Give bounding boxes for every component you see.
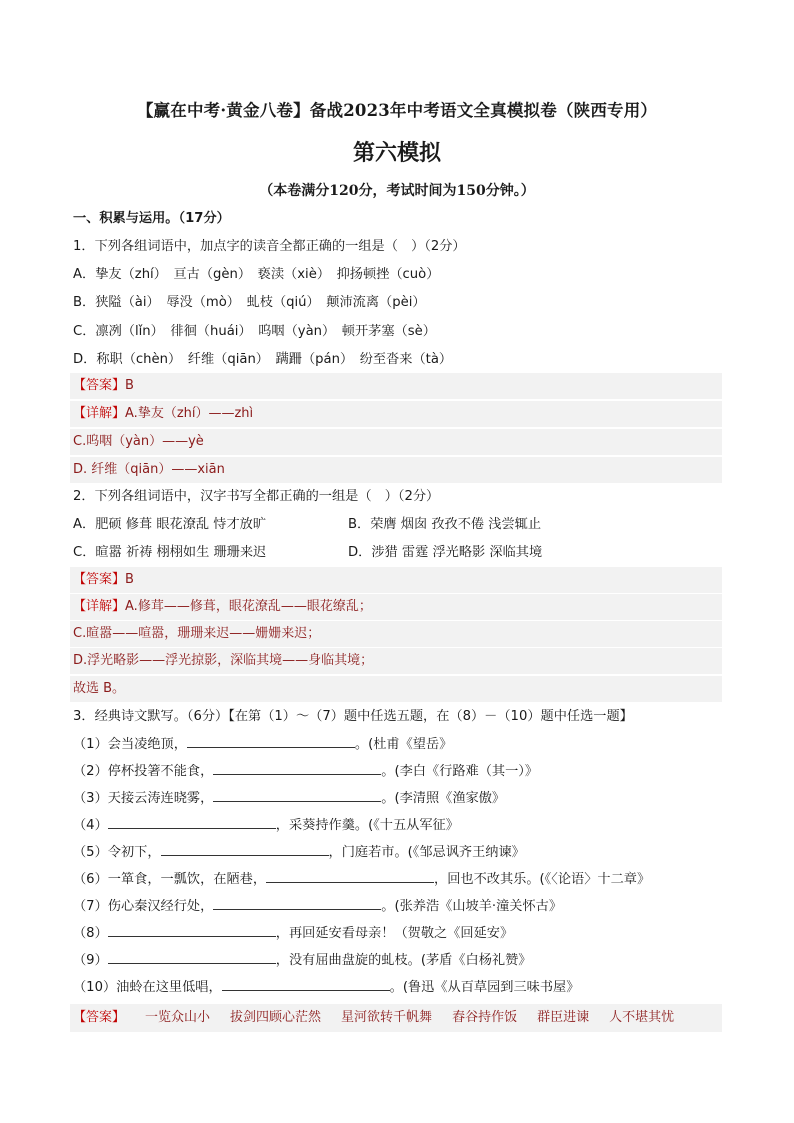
item-prefix: （9） xyxy=(73,953,108,968)
q3-item-3 xyxy=(73,789,505,808)
answer-blank[interactable] xyxy=(213,762,381,775)
q1-option-b: B．狭隘（ài） 辱没（mò） 虬枝（qiú） 颠沛流离（pèi） xyxy=(73,295,426,310)
answer-6: 人不堪其忧 xyxy=(609,1010,675,1025)
q3-item-7 xyxy=(73,897,562,916)
answer-blank[interactable] xyxy=(108,924,276,937)
detail-line: C.暄嚣——喧嚣，珊珊来迟——姗姗来迟； xyxy=(73,626,321,641)
q3-item-2 xyxy=(73,762,538,781)
detail-line: A.修茸——修葺，眼花潦乱——眼花缭乱； xyxy=(125,599,372,614)
q1-option-d: D．称职（chèn） 纤维（qiān） 蹒跚（pán） 纷至沓来（tà） xyxy=(73,352,453,367)
q1-option-a: A．挚友（zhí） 亘古（gèn） 亵渎（xiè） 抑扬顿挫（cuò） xyxy=(73,267,440,282)
item-prefix: （5）令初下， xyxy=(73,845,161,860)
item-source: 。(李清照《渔家傲》 xyxy=(381,791,506,806)
answer-1: 一览众山小 xyxy=(145,1010,211,1025)
q2-option-b: B．荣膺 烟囱 孜孜不倦 浅尝辄止 xyxy=(348,517,542,532)
item-source: 。(鲁迅《从百草园到三味书屋》 xyxy=(389,980,580,995)
answer-tag: 【答案】 xyxy=(73,572,126,587)
answer-blank[interactable] xyxy=(187,735,355,748)
answer-blank[interactable] xyxy=(213,897,381,910)
q2-stem: 2．下列各组词语中，汉字书写全都正确的一组是（ ）（2分） xyxy=(73,489,440,504)
answer-blank[interactable] xyxy=(266,870,434,883)
q2-answer xyxy=(70,567,722,593)
item-prefix: （7）伤心秦汉经行处， xyxy=(73,899,214,914)
answer-2: 拔剑四顾心茫然 xyxy=(230,1010,322,1025)
q2-option-c: C．暄嚣 祈祷 栩栩如生 珊珊来迟 xyxy=(73,545,267,560)
q3-stem: 3．经典诗文默写。（6分）【在第（1）～（7）题中任选五题，在（8）－（10）题中任选一题】 xyxy=(73,709,633,724)
detail-line: A.挚友（zhí）——zhì xyxy=(125,406,254,421)
q2-conclusion xyxy=(70,676,722,702)
q3-answer xyxy=(70,1004,722,1032)
q1-answer xyxy=(70,373,722,399)
item-source: 。(张养浩《山坡羊·潼关怀古》 xyxy=(381,899,563,914)
item-source: ，采葵持作羹。(《十五从军征》 xyxy=(275,818,459,833)
answer-blank[interactable] xyxy=(213,789,381,802)
detail-tag: 【详解】 xyxy=(73,599,126,614)
answer-tag: 【答案】 xyxy=(73,1010,126,1025)
item-prefix: （10）油蛉在这里低唱， xyxy=(73,980,222,995)
item-prefix: （3）天接云涛连晓雾， xyxy=(73,791,214,806)
exam-note: （本卷满分120分，考试时间为150分钟。） xyxy=(259,183,535,199)
item-source: 。(杜甫《望岳》 xyxy=(354,737,453,752)
item-prefix: （1）会当凌绝顶， xyxy=(73,737,187,752)
section-heading: 一、积累与运用。（17分） xyxy=(73,211,230,226)
item-source: ，没有屈曲盘旋的虬枝。(茅盾《白杨礼赞》 xyxy=(275,953,532,968)
q2-detail xyxy=(70,594,722,620)
q3-item-6 xyxy=(73,870,650,889)
q2-detail-c xyxy=(70,621,722,647)
item-prefix: （4） xyxy=(73,818,108,833)
answer-blank[interactable] xyxy=(161,843,329,856)
answer-value: B xyxy=(125,378,134,393)
q1-detail xyxy=(70,401,722,427)
answer-4: 舂谷持作饭 xyxy=(452,1010,518,1025)
q1-detail-c xyxy=(70,429,722,455)
item-source: ，回也不改其乐。(《〈论语〉十二章》 xyxy=(434,872,651,887)
document-subtitle: 第六模拟 xyxy=(352,140,441,166)
answer-5: 群臣进谏 xyxy=(537,1010,590,1025)
q1-detail-d xyxy=(70,457,722,483)
q2-option-a: A．肥硕 修葺 眼花潦乱 恃才放旷 xyxy=(73,517,267,532)
document-title: 【赢在中考·黄金八卷】备战2023年中考语文全真模拟卷（陕西专用） xyxy=(136,101,658,120)
detail-line: D. 纤维（qiān）——xiān xyxy=(73,462,225,477)
q3-item-1 xyxy=(73,735,452,754)
answer-blank[interactable] xyxy=(108,951,276,964)
item-source: 。(李白《行路难（其一）》 xyxy=(381,764,539,779)
detail-line: 故选 B。 xyxy=(73,681,126,696)
detail-line: D.浮光略影——浮光掠影，深临其境——身临其境； xyxy=(73,653,374,668)
detail-tag: 【详解】 xyxy=(73,406,126,421)
item-source: ，再回延安看母亲！（贺敬之《回延安》 xyxy=(275,926,514,941)
item-prefix: （8） xyxy=(73,926,108,941)
answer-blank[interactable] xyxy=(108,816,276,829)
q1-option-c: C．凛冽（lǐn） 徘徊（huái） 呜咽（yàn） 顿开茅塞（sè） xyxy=(73,324,436,339)
q1-stem: 1．下列各组词语中，加点字的读音全都正确的一组是（ ）（2分） xyxy=(73,239,466,254)
answer-blank[interactable] xyxy=(222,978,390,991)
q3-item-8 xyxy=(73,924,513,943)
q3-item-5 xyxy=(73,843,525,862)
q3-item-4 xyxy=(73,816,459,835)
q3-item-10 xyxy=(73,978,579,997)
q2-option-d: D．涉猎 雷霆 浮光略影 深临其境 xyxy=(348,545,543,560)
item-prefix: （2）停杯投箸不能食， xyxy=(73,764,214,779)
answer-3: 星河欲转千帆舞 xyxy=(341,1010,433,1025)
item-source: ，门庭若市。(《邹忌讽齐王纳谏》 xyxy=(328,845,525,860)
item-prefix: （6）一箪食，一瓢饮，在陋巷， xyxy=(73,872,267,887)
answer-tag: 【答案】 xyxy=(73,378,126,393)
detail-line: C.呜咽（yàn）——yè xyxy=(73,434,204,449)
q3-item-9 xyxy=(73,951,531,970)
answer-value: B xyxy=(125,572,134,587)
q2-detail-d xyxy=(70,648,722,674)
